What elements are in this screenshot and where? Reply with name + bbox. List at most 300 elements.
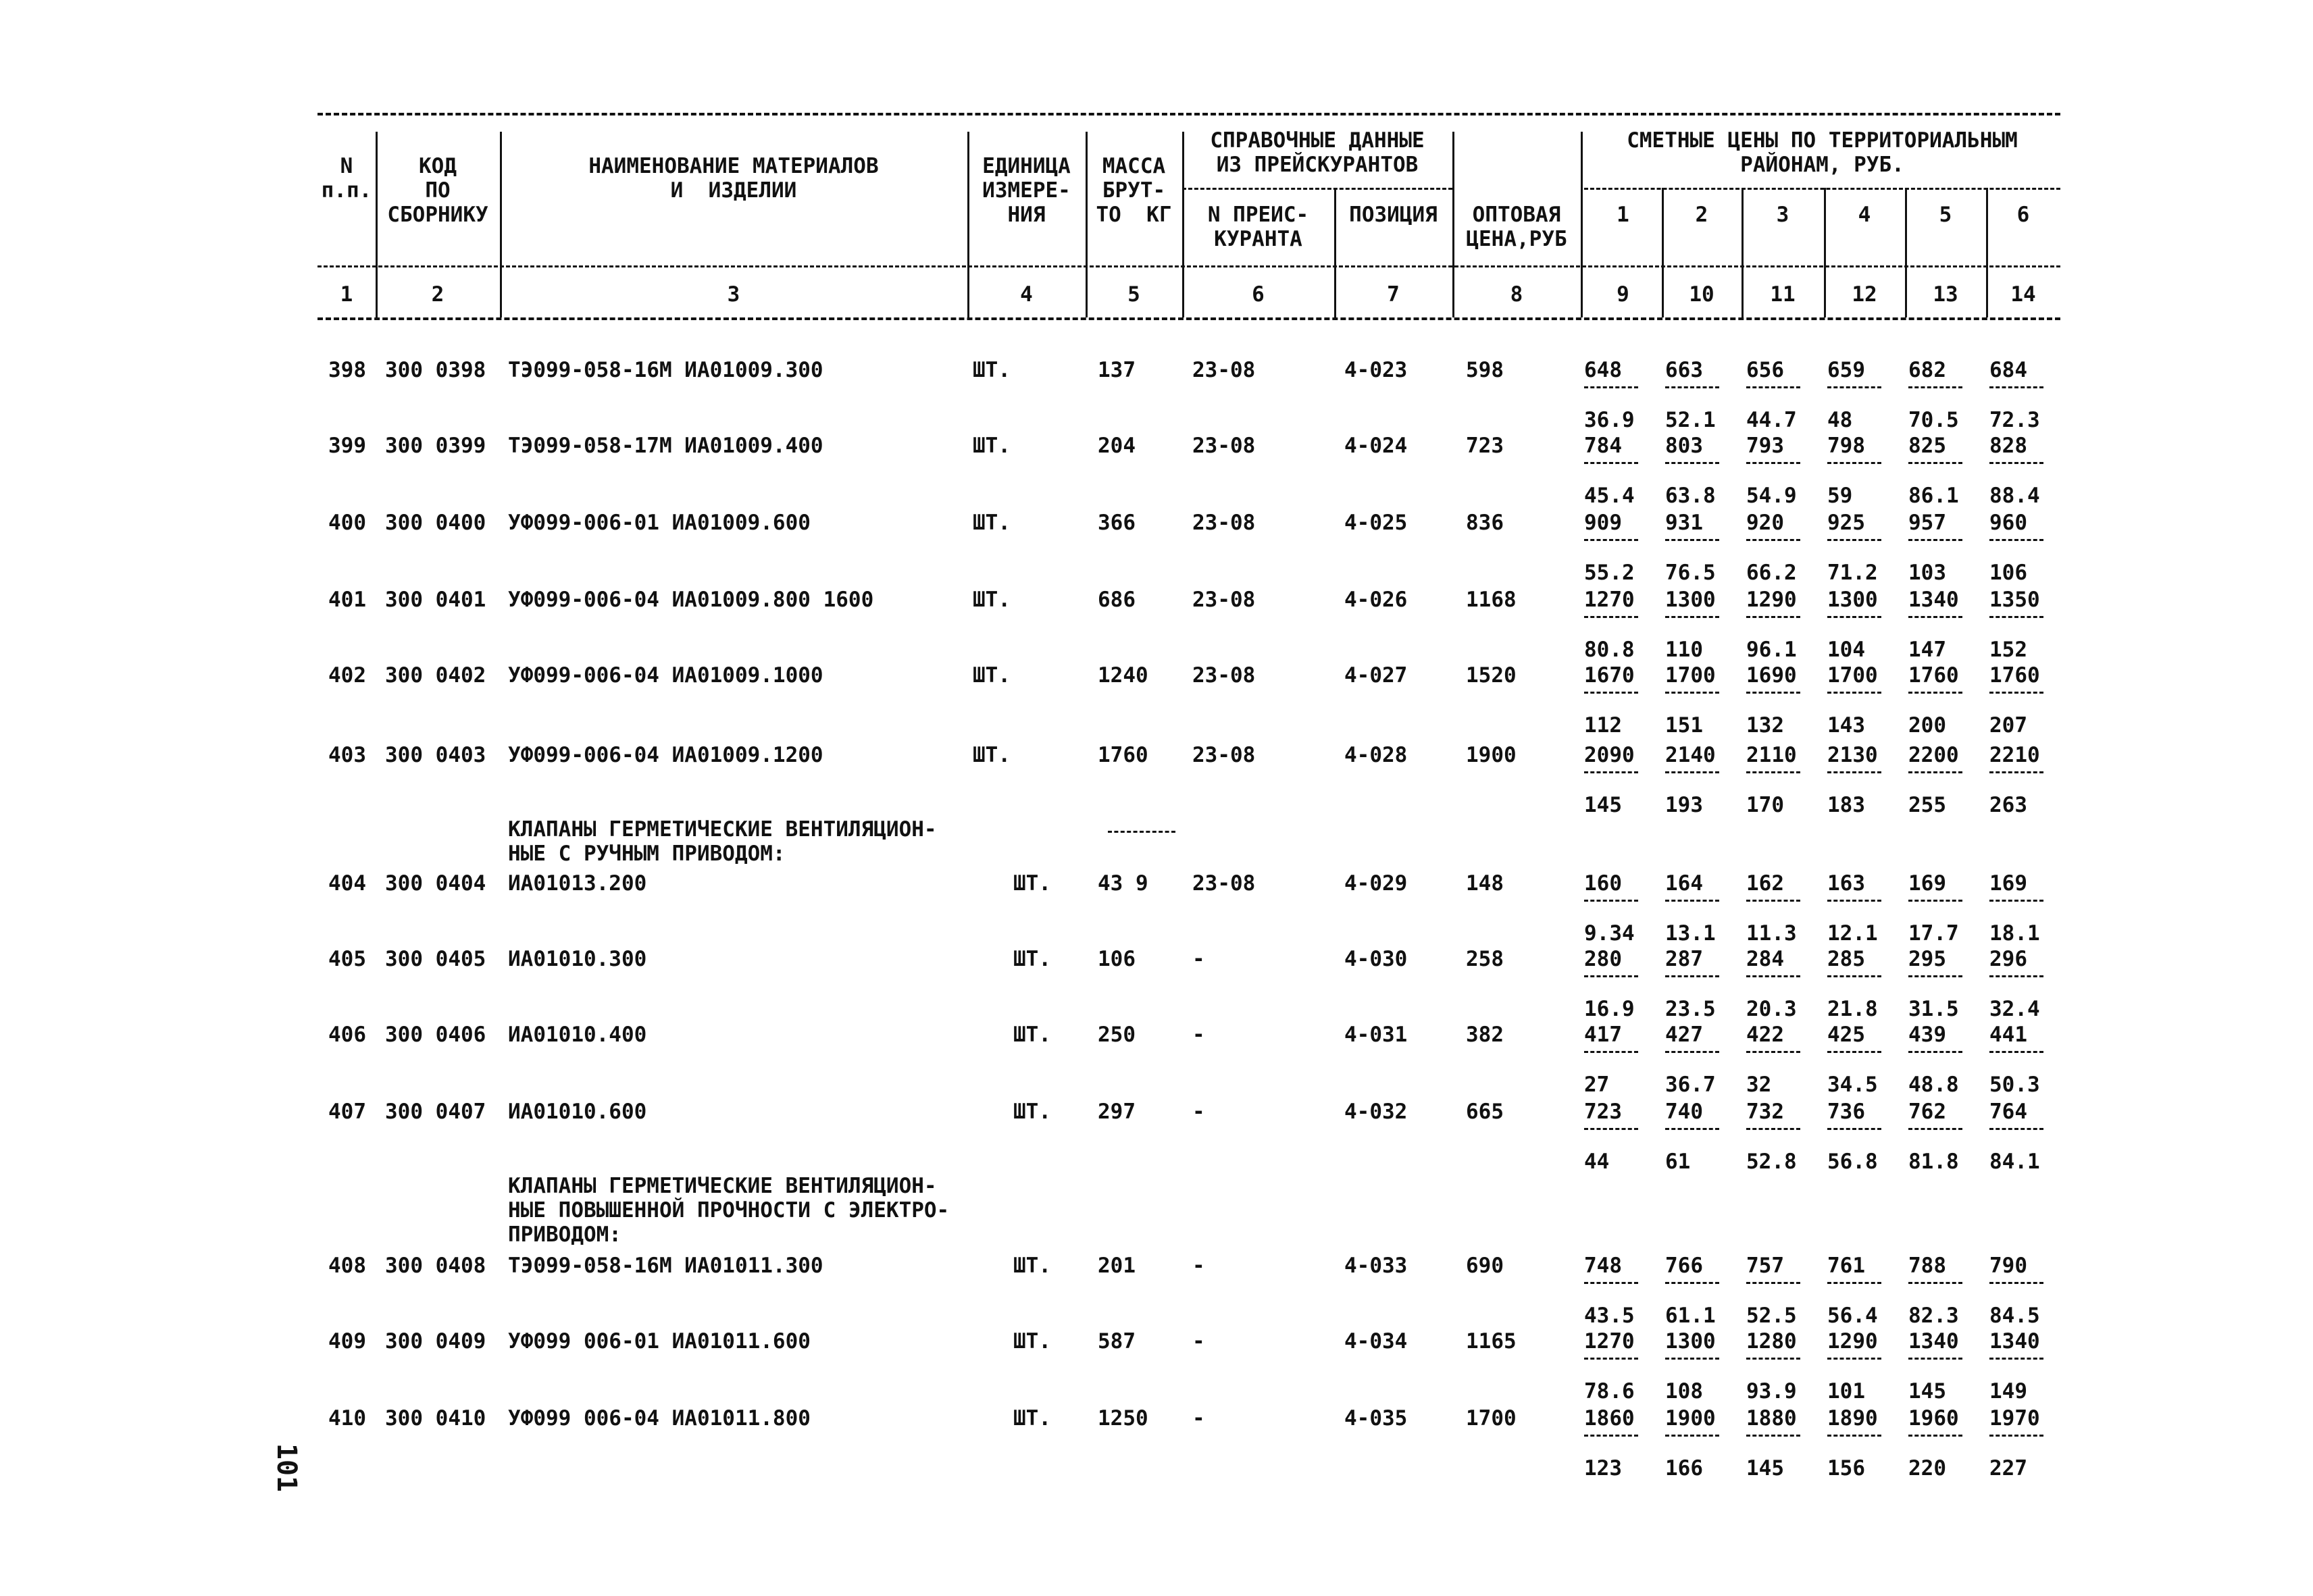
- row-position: 4-033: [1344, 1254, 1408, 1278]
- row-wholesale: 665: [1466, 1100, 1504, 1124]
- row-code: 300 0408: [385, 1254, 486, 1278]
- row-price: 762: [1908, 1100, 1946, 1124]
- row-mass: 43 9: [1098, 871, 1148, 896]
- row-price: 163: [1827, 871, 1865, 896]
- row-price: 740: [1665, 1100, 1703, 1124]
- row-mass: 686: [1098, 588, 1136, 612]
- column-number: 13: [1933, 282, 1958, 307]
- row-price-sub: 13.1: [1665, 921, 1716, 946]
- row-price: 798: [1827, 434, 1865, 458]
- row-number: 403: [328, 743, 366, 767]
- fraction-bar: [1746, 1051, 1800, 1053]
- header-top-rule: [317, 113, 2060, 115]
- row-price: 162: [1746, 871, 1784, 896]
- row-unit: ШТ.: [1013, 871, 1051, 896]
- row-price-sub: 145: [1746, 1456, 1784, 1481]
- fraction-bar: [1827, 692, 1881, 694]
- row-price: 1350: [1989, 588, 2040, 612]
- row-price-sub: 156: [1827, 1456, 1865, 1481]
- header-region: 1: [1617, 203, 1629, 227]
- row-price-list: 23-08: [1192, 871, 1256, 896]
- row-price-sub: 72.3: [1989, 408, 2040, 432]
- row-price-sub: 255: [1908, 793, 1946, 817]
- fraction-bar: [1827, 900, 1881, 902]
- section-electric: КЛАПАНЫ ГЕРМЕТИЧЕСКИЕ ВЕНТИЛЯЦИОН- НЫЕ ПОВЫШЕННОЙ ПРОЧНОСТИ С ЭЛЕКТРО- ПРИВОДОМ:: [508, 1174, 950, 1247]
- row-price: 422: [1746, 1023, 1784, 1047]
- row-price-list: 23-08: [1192, 434, 1256, 458]
- column-number: 2: [431, 282, 444, 307]
- row-number: 399: [328, 434, 366, 458]
- row-price: 790: [1989, 1254, 2027, 1278]
- fraction-bar: [1584, 1282, 1638, 1284]
- header-price-group: СМЕТНЫЕ ЦЕНЫ ПО ТЕРРИТОРИАЛЬНЫМ РАЙОНАМ, РУБ.: [1627, 128, 2018, 177]
- fraction-bar: [1746, 771, 1800, 773]
- row-price: 441: [1989, 1023, 2027, 1047]
- fraction-bar: [1989, 771, 2043, 773]
- fraction-bar: [1989, 1435, 2043, 1437]
- row-price-sub: 66.2: [1746, 561, 1797, 585]
- fraction-bar: [1746, 1282, 1800, 1284]
- fraction-bar: [1827, 975, 1881, 977]
- row-name: УФ099-006-01 ИА01009.600: [508, 511, 811, 535]
- column-number: 11: [1770, 282, 1796, 307]
- row-price-sub: 143: [1827, 713, 1865, 738]
- row-mass: 201: [1098, 1254, 1136, 1278]
- row-code: 300 0405: [385, 947, 486, 971]
- row-price-sub: 20.3: [1746, 997, 1797, 1021]
- row-price-sub: 48: [1827, 408, 1853, 432]
- row-price-sub: 112: [1584, 713, 1622, 738]
- row-price-sub: 61: [1665, 1150, 1691, 1174]
- row-mass: 1240: [1098, 663, 1148, 688]
- row-price: 1760: [1908, 663, 1959, 688]
- row-price-sub: 50.3: [1989, 1073, 2040, 1097]
- fraction-bar: [1827, 1128, 1881, 1130]
- row-price-list: 23-08: [1192, 663, 1256, 688]
- row-number: 409: [328, 1329, 366, 1354]
- row-price: 417: [1584, 1023, 1622, 1047]
- row-price: 1340: [1908, 588, 1959, 612]
- row-price: 169: [1989, 871, 2027, 896]
- row-price: 1290: [1746, 588, 1797, 612]
- fraction-bar: [1827, 1051, 1881, 1053]
- fraction-bar: [1908, 1282, 1962, 1284]
- row-wholesale: 1168: [1466, 588, 1517, 612]
- header-col3: НАИМЕНОВАНИЕ МАТЕРИАЛОВ И ИЗДЕЛИИ: [588, 154, 879, 203]
- row-code: 300 0407: [385, 1100, 486, 1124]
- row-price: 682: [1908, 358, 1946, 382]
- fraction-bar: [1584, 616, 1638, 618]
- row-name: ИА01010.400: [508, 1023, 647, 1047]
- row-price: 2210: [1989, 743, 2040, 767]
- section-manual-dash: [1108, 831, 1175, 833]
- row-price: 164: [1665, 871, 1703, 896]
- fraction-bar: [1827, 616, 1881, 618]
- row-price-sub: 88.4: [1989, 484, 2040, 508]
- row-price-sub: 145: [1908, 1379, 1946, 1404]
- fraction-bar: [1746, 1358, 1800, 1360]
- row-price: 825: [1908, 434, 1946, 458]
- row-price-sub: 84.5: [1989, 1304, 2040, 1328]
- row-price-sub: 70.5: [1908, 408, 1959, 432]
- row-price: 1860: [1584, 1406, 1635, 1431]
- row-price: 2110: [1746, 743, 1797, 767]
- ref-group-rule: [1182, 188, 1452, 190]
- row-price-sub: 56.8: [1827, 1150, 1878, 1174]
- fraction-bar: [1908, 692, 1962, 694]
- section-manual: КЛАПАНЫ ГЕРМЕТИЧЕСКИЕ ВЕНТИЛЯЦИОН- НЫЕ С РУЧНЫМ ПРИВОДОМ:: [508, 817, 937, 866]
- fraction-bar: [1584, 386, 1638, 388]
- row-mass: 204: [1098, 434, 1136, 458]
- row-price: 1290: [1827, 1329, 1878, 1354]
- row-name: УФ099-006-04 ИА01009.1200: [508, 743, 823, 767]
- fraction-bar: [1665, 616, 1719, 618]
- fraction-bar: [1746, 386, 1800, 388]
- row-number: 405: [328, 947, 366, 971]
- header-col7: ПОЗИЦИЯ: [1349, 203, 1438, 227]
- header-mid-rule: [317, 265, 2060, 267]
- row-position: 4-023: [1344, 358, 1408, 382]
- row-price-sub: 151: [1665, 713, 1703, 738]
- row-number: 400: [328, 511, 366, 535]
- fraction-bar: [1827, 771, 1881, 773]
- column-number: 8: [1510, 282, 1523, 307]
- header-bottom-rule: [317, 317, 2060, 320]
- fraction-bar: [1827, 539, 1881, 541]
- fraction-bar: [1746, 462, 1800, 464]
- fraction-bar: [1908, 1435, 1962, 1437]
- row-price-sub: 16.9: [1584, 997, 1635, 1021]
- row-price: 2130: [1827, 743, 1878, 767]
- column-number: 1: [340, 282, 353, 307]
- row-price: 803: [1665, 434, 1703, 458]
- row-price: 1280: [1746, 1329, 1797, 1354]
- row-price-sub: 27: [1584, 1073, 1610, 1097]
- row-name: УФ099-006-04 ИА01009.800 1600: [508, 588, 874, 612]
- row-price-sub: 193: [1665, 793, 1703, 817]
- row-position: 4-030: [1344, 947, 1408, 971]
- row-price-sub: 104: [1827, 638, 1865, 662]
- fraction-bar: [1989, 900, 2043, 902]
- page-number: 101: [271, 1443, 303, 1493]
- row-number: 402: [328, 663, 366, 688]
- row-mass: 137: [1098, 358, 1136, 382]
- row-price: 1340: [1989, 1329, 2040, 1354]
- row-unit: ШТ.: [1013, 1100, 1051, 1124]
- row-price-sub: 44.7: [1746, 408, 1797, 432]
- row-price: 931: [1665, 511, 1703, 535]
- row-price: 1900: [1665, 1406, 1716, 1431]
- row-price-list: 23-08: [1192, 358, 1256, 382]
- row-unit: ШТ.: [1013, 947, 1051, 971]
- fraction-bar: [1989, 1051, 2043, 1053]
- row-mass: 587: [1098, 1329, 1136, 1354]
- row-price-sub: 21.8: [1827, 997, 1878, 1021]
- row-price-sub: 123: [1584, 1456, 1622, 1481]
- row-price-sub: 200: [1908, 713, 1946, 738]
- row-unit: ШТ.: [1013, 1023, 1051, 1047]
- fraction-bar: [1827, 1435, 1881, 1437]
- row-price: 761: [1827, 1254, 1865, 1278]
- header-region: 3: [1776, 203, 1789, 227]
- row-price-sub: 108: [1665, 1379, 1703, 1404]
- fraction-bar: [1989, 462, 2043, 464]
- row-position: 4-024: [1344, 434, 1408, 458]
- fraction-bar: [1989, 692, 2043, 694]
- fraction-bar: [1665, 1051, 1719, 1053]
- header-region: 6: [2016, 203, 2030, 227]
- row-unit: ШТ.: [973, 434, 1011, 458]
- row-name: ТЭ099-058-16М ИА01009.300: [508, 358, 823, 382]
- col-separator: [1581, 132, 1583, 317]
- fraction-bar: [1827, 1282, 1881, 1284]
- row-mass: 106: [1098, 947, 1136, 971]
- row-price: 1760: [1989, 663, 2040, 688]
- row-price: 748: [1584, 1254, 1622, 1278]
- row-unit: ШТ.: [973, 663, 1011, 688]
- row-wholesale: 258: [1466, 947, 1504, 971]
- fraction-bar: [1584, 462, 1638, 464]
- row-price: 284: [1746, 947, 1784, 971]
- row-unit: ШТ.: [1013, 1406, 1051, 1431]
- row-price: 732: [1746, 1100, 1784, 1124]
- row-mass: 250: [1098, 1023, 1136, 1047]
- row-price: 925: [1827, 511, 1865, 535]
- row-unit: ШТ.: [973, 588, 1011, 612]
- row-price: 425: [1827, 1023, 1865, 1047]
- row-price-sub: 12.1: [1827, 921, 1878, 946]
- column-number: 6: [1252, 282, 1265, 307]
- fraction-bar: [1989, 616, 2043, 618]
- row-code: 300 0401: [385, 588, 486, 612]
- header-region: 4: [1858, 203, 1871, 227]
- fraction-bar: [1746, 975, 1800, 977]
- row-price-sub: 71.2: [1827, 561, 1878, 585]
- row-price: 736: [1827, 1100, 1865, 1124]
- row-unit: ШТ.: [973, 743, 1011, 767]
- column-number: 4: [1020, 282, 1033, 307]
- header-region: 5: [1939, 203, 1952, 227]
- row-price: 957: [1908, 511, 1946, 535]
- row-price: 1270: [1584, 588, 1635, 612]
- row-price-sub: 93.9: [1746, 1379, 1797, 1404]
- fraction-bar: [1746, 1128, 1800, 1130]
- row-price: 1700: [1827, 663, 1878, 688]
- row-wholesale: 690: [1466, 1254, 1504, 1278]
- row-price: 2140: [1665, 743, 1716, 767]
- row-wholesale: 598: [1466, 358, 1504, 382]
- row-price-sub: 101: [1827, 1379, 1865, 1404]
- row-name: ТЭ099-058-17М ИА01009.400: [508, 434, 823, 458]
- row-wholesale: 382: [1466, 1023, 1504, 1047]
- header-col2: КОД ПО СБОРНИКУ: [387, 154, 488, 227]
- row-price-sub: 84.1: [1989, 1150, 2040, 1174]
- column-number: 9: [1617, 282, 1629, 307]
- header-col6: N ПРЕИС- КУРАНТА: [1207, 203, 1309, 251]
- row-price: 764: [1989, 1100, 2027, 1124]
- row-price: 723: [1584, 1100, 1622, 1124]
- row-price: 2090: [1584, 743, 1635, 767]
- row-price-sub: 78.6: [1584, 1379, 1635, 1404]
- row-mass: 1250: [1098, 1406, 1148, 1431]
- fraction-bar: [1584, 1128, 1638, 1130]
- row-name: ТЭ099-058-16М ИА01011.300: [508, 1254, 823, 1278]
- row-wholesale: 723: [1466, 434, 1504, 458]
- fraction-bar: [1746, 1435, 1800, 1437]
- row-price-sub: 86.1: [1908, 484, 1959, 508]
- row-code: 300 0400: [385, 511, 486, 535]
- row-price-list: -: [1192, 1329, 1205, 1354]
- row-price: 920: [1746, 511, 1784, 535]
- row-price: 1300: [1827, 588, 1878, 612]
- row-position: 4-028: [1344, 743, 1408, 767]
- row-price-sub: 61.1: [1665, 1304, 1716, 1328]
- fraction-bar: [1989, 386, 2043, 388]
- row-price: 1300: [1665, 588, 1716, 612]
- row-position: 4-026: [1344, 588, 1408, 612]
- row-wholesale: 1700: [1466, 1406, 1517, 1431]
- row-price-sub: 207: [1989, 713, 2027, 738]
- fraction-bar: [1584, 692, 1638, 694]
- fraction-bar: [1908, 975, 1962, 977]
- row-price-list: -: [1192, 1406, 1205, 1431]
- row-position: 4-025: [1344, 511, 1408, 535]
- row-price-sub: 145: [1584, 793, 1622, 817]
- row-code: 300 0409: [385, 1329, 486, 1354]
- column-number: 14: [2010, 282, 2036, 307]
- row-price-list: 23-08: [1192, 588, 1256, 612]
- fraction-bar: [1989, 1282, 2043, 1284]
- row-price-sub: 56.4: [1827, 1304, 1878, 1328]
- fraction-bar: [1584, 539, 1638, 541]
- fraction-bar: [1665, 539, 1719, 541]
- row-number: 407: [328, 1100, 366, 1124]
- row-unit: ШТ.: [1013, 1254, 1051, 1278]
- row-price: 296: [1989, 947, 2027, 971]
- row-price-list: 23-08: [1192, 743, 1256, 767]
- row-price-sub: 44: [1584, 1150, 1610, 1174]
- price-group-rule: [1584, 188, 2060, 190]
- fraction-bar: [1989, 539, 2043, 541]
- fraction-bar: [1827, 462, 1881, 464]
- row-name: ИА01010.300: [508, 947, 647, 971]
- row-price: 784: [1584, 434, 1622, 458]
- fraction-bar: [1746, 692, 1800, 694]
- row-price-sub: 263: [1989, 793, 2027, 817]
- row-name: ИА01010.600: [508, 1100, 647, 1124]
- fraction-bar: [1584, 1435, 1638, 1437]
- row-price-sub: 96.1: [1746, 638, 1797, 662]
- column-number: 10: [1689, 282, 1714, 307]
- row-price: 160: [1584, 871, 1622, 896]
- row-price: 439: [1908, 1023, 1946, 1047]
- row-unit: ШТ.: [973, 511, 1011, 535]
- fraction-bar: [1989, 1358, 2043, 1360]
- row-code: 300 0410: [385, 1406, 486, 1431]
- row-price-sub: 52.1: [1665, 408, 1716, 432]
- row-price-sub: 149: [1989, 1379, 2027, 1404]
- row-price-sub: 80.8: [1584, 638, 1635, 662]
- row-price-sub: 48.8: [1908, 1073, 1959, 1097]
- fraction-bar: [1989, 975, 2043, 977]
- fraction-bar: [1665, 1435, 1719, 1437]
- row-price-sub: 54.9: [1746, 484, 1797, 508]
- row-price-sub: 55.2: [1584, 561, 1635, 585]
- fraction-bar: [1908, 1051, 1962, 1053]
- header-col1: N п.п.: [321, 154, 372, 203]
- row-number: 398: [328, 358, 366, 382]
- row-price: 2200: [1908, 743, 1959, 767]
- row-price: 295: [1908, 947, 1946, 971]
- row-price: 663: [1665, 358, 1703, 382]
- column-number: 3: [727, 282, 740, 307]
- row-price: 427: [1665, 1023, 1703, 1047]
- fraction-bar: [1908, 900, 1962, 902]
- row-price-list: -: [1192, 1254, 1205, 1278]
- row-price: 169: [1908, 871, 1946, 896]
- fraction-bar: [1665, 1282, 1719, 1284]
- row-price: 1890: [1827, 1406, 1878, 1431]
- fraction-bar: [1665, 462, 1719, 464]
- fraction-bar: [1908, 462, 1962, 464]
- row-price: 960: [1989, 511, 2027, 535]
- fraction-bar: [1908, 616, 1962, 618]
- row-wholesale: 1900: [1466, 743, 1517, 767]
- fraction-bar: [1908, 771, 1962, 773]
- row-price: 287: [1665, 947, 1703, 971]
- fraction-bar: [1908, 386, 1962, 388]
- row-price-sub: 59: [1827, 484, 1853, 508]
- fraction-bar: [1746, 900, 1800, 902]
- row-price: 766: [1665, 1254, 1703, 1278]
- column-number: 7: [1387, 282, 1400, 307]
- row-price-list: 23-08: [1192, 511, 1256, 535]
- row-price-sub: 147: [1908, 638, 1946, 662]
- header-region: 2: [1695, 203, 1708, 227]
- row-name: УФ099 006-01 ИА01011.600: [508, 1329, 811, 1354]
- row-price: 909: [1584, 511, 1622, 535]
- row-code: 300 0402: [385, 663, 486, 688]
- row-price-sub: 18.1: [1989, 921, 2040, 946]
- column-number: 5: [1127, 282, 1140, 307]
- row-name: УФ099-006-04 ИА01009.1000: [508, 663, 823, 688]
- row-price-sub: 9.34: [1584, 921, 1635, 946]
- row-position: 4-032: [1344, 1100, 1408, 1124]
- row-price: 1300: [1665, 1329, 1716, 1354]
- row-price-sub: 166: [1665, 1456, 1703, 1481]
- fraction-bar: [1665, 900, 1719, 902]
- row-price-sub: 52.5: [1746, 1304, 1797, 1328]
- row-price: 659: [1827, 358, 1865, 382]
- fraction-bar: [1584, 1358, 1638, 1360]
- row-price-list: -: [1192, 1100, 1205, 1124]
- row-price: 1970: [1989, 1406, 2040, 1431]
- row-code: 300 0398: [385, 358, 486, 382]
- fraction-bar: [1827, 386, 1881, 388]
- row-mass: 1760: [1098, 743, 1148, 767]
- header-col4: ЕДИНИЦА ИЗМЕРЕ- НИЯ: [982, 154, 1071, 227]
- row-price: 280: [1584, 947, 1622, 971]
- row-number: 406: [328, 1023, 366, 1047]
- row-price: 1700: [1665, 663, 1716, 688]
- fraction-bar: [1584, 975, 1638, 977]
- row-number: 410: [328, 1406, 366, 1431]
- row-position: 4-029: [1344, 871, 1408, 896]
- row-price: 793: [1746, 434, 1784, 458]
- row-code: 300 0403: [385, 743, 486, 767]
- row-position: 4-031: [1344, 1023, 1408, 1047]
- fraction-bar: [1908, 539, 1962, 541]
